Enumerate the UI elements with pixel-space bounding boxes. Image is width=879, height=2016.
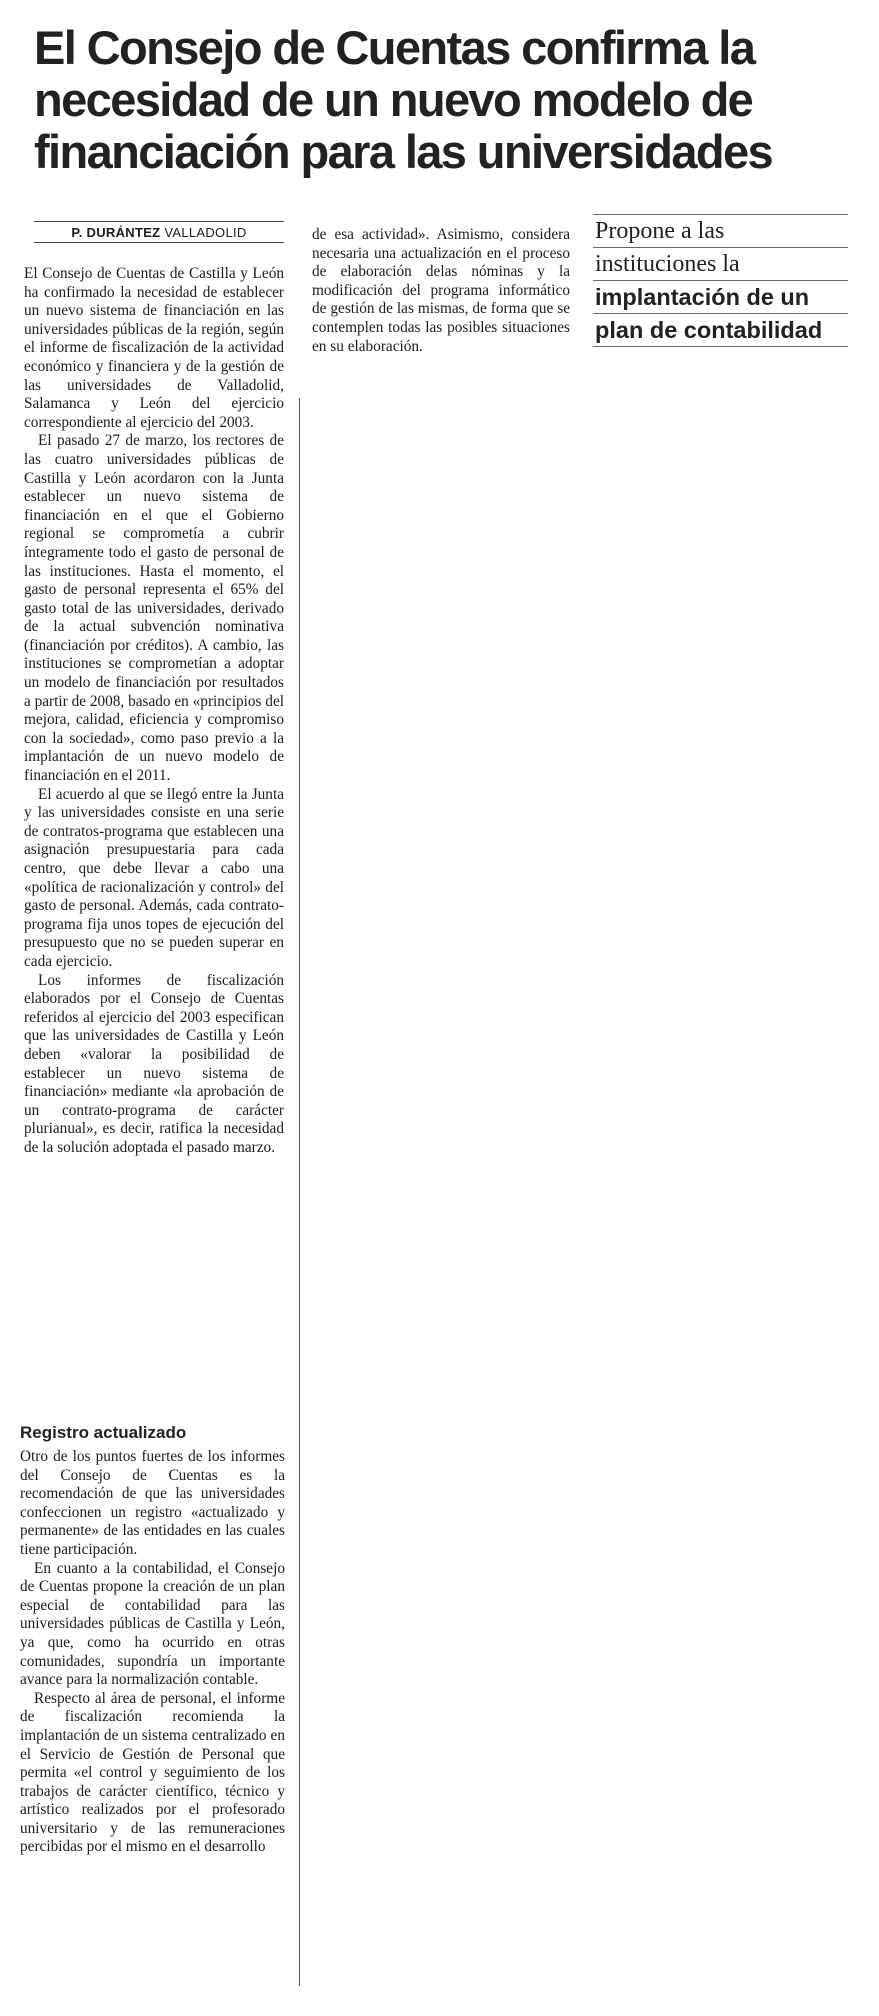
headline: [34, 22, 834, 178]
pull-quote: [593, 214, 848, 347]
byline-location: VALLADOLID: [164, 225, 247, 240]
paragraph: El acuerdo al que se llegó entre la Junta y las universidades consiste en una serie de contratos-programa que establecen una asignación presupuestaria para cada centro, que debe llevar a cabo una «política de racionalización y control» del gasto de personal. Además, cada contrato-programa fija unos topes de ejecución del presupuesto que no se pueden superar en cada ejercicio.: [24, 785, 284, 970]
byline-author: P. DURÁNTEZ: [71, 225, 161, 240]
paragraph: Otro de los puntos fuertes de los informes del Consejo de Cuentas es la recomendación de que las universidades confeccionen un registro «actualizado y permanente» de las entidades en las cuales tiene participación.: [20, 1448, 285, 1558]
pull-quote-line: Propone a las: [593, 214, 848, 248]
section-subhead: Registro actualizado: [20, 1423, 187, 1442]
pull-quote-line: instituciones la: [593, 248, 848, 281]
headline-line-1: El Consejo de Cuentas confirma la: [34, 21, 755, 74]
headline-line-2: necesidad de un nuevo modelo de: [34, 73, 753, 126]
article-column-1-continued: [20, 1448, 285, 1857]
paragraph: En cuanto a la contabilidad, el Consejo de Cuentas propone la creación de un plan especial de contabilidad para las universidades públicas de Castilla y León, ya que, como ha ocurrido en otras comunidades, supondría un importante avance para la normalización contable.: [20, 1559, 285, 1689]
paragraph: Los informes de fiscalización elaborados por el Consejo de Cuentas referidos al ejercicio del 2003 especifican que las universidades de Castilla y León deben «valorar la posibilidad de establecer un nuevo sistema de financiación» mediante «la aprobación de un contrato-programa de carácter plurianual», es decir, ratifica la necesidad de la solución adoptada el pasado marzo.: [24, 971, 284, 1156]
pull-quote-line: implantación de un: [593, 281, 848, 314]
paragraph: El Consejo de Cuentas de Castilla y León ha confirmado la necesidad de establecer un nuevo sistema de financiación en las universidades públicas de la región, según el informe de fiscalización de la actividad económico y financiera y de la gestión de las universidades de Valladolid, Salamanca y León del ejercicio correspondiente al ejercicio del 2003.: [24, 265, 284, 431]
column-divider: [299, 398, 300, 1986]
paragraph: Respecto al área de personal, el informe de fiscalización recomienda la implantación de un sistema centralizado en el Servicio de Gestión de Personal que permita «el control y seguimiento de los trabajos de carácter científico, técnico y artístico realizados por el profesorado universitario y de las remuneraciones percibidas por el mismo en el desarrollo: [20, 1689, 285, 1856]
paragraph: de esa actividad». Asimismo, considera necesaria una actualización en el proceso de elaboración delas nóminas y la modificación del programa informático de gestión de las mismas, de forma que se contemplen todas las posibles situaciones en su elaboración.: [312, 226, 570, 355]
pull-quote-line: plan de contabilidad: [593, 314, 848, 347]
article-column-2: [312, 226, 570, 356]
headline-line-3: financiación para las universidades: [34, 125, 773, 178]
paragraph: El pasado 27 de marzo, los rectores de las cuatro universidades públicas de Castilla y León acordaron con la Junta establecer un nuevo sistema de financiación en el que el Gobierno regional se comprometía a cubrir íntegramente todo el gasto de personal de las instituciones. Hasta el momento, el gasto de personal representa el 65% del gasto total de las universidades, derivado de la actual subvención nominativa (financiación por créditos). A cambio, las instituciones se comprometían a adoptar un modelo de financiación por resultados a partir de 2008, basado en «principios del mejora, calidad, eficiencia y compromiso con la sociedad», como paso previo a la implantación de un nuevo modelo de financiación en el 2011.: [24, 432, 284, 785]
byline: [34, 221, 284, 243]
article-column-1: [24, 265, 284, 1158]
